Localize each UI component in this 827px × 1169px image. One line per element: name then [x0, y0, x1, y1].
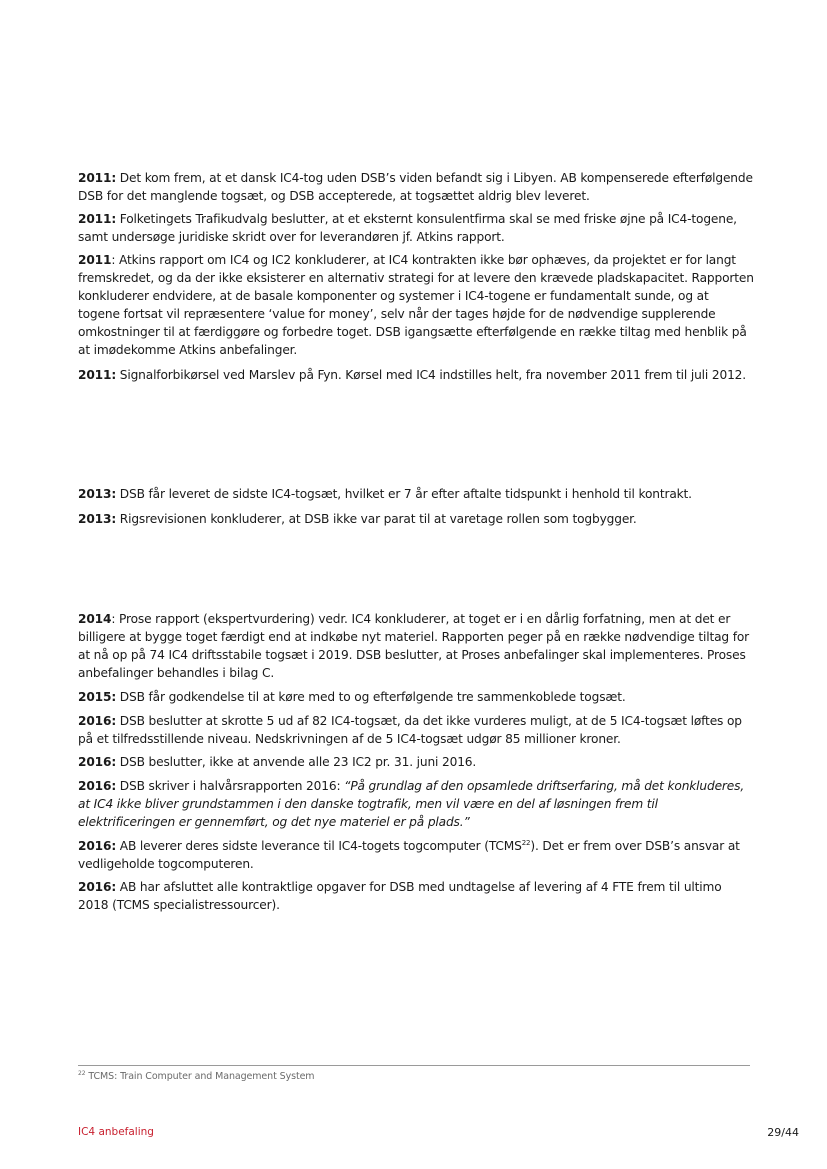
entry-2016-tcms: 2016: AB leverer deres sidste leverance til IC4-togets togcomputer (TCMS$^{22}$). Det er frem over DSB’s ansvar at vedligeholde togcomputeren.	[78, 838, 740, 871]
entry-2011-atkins: 2011: Atkins rapport om IC4 og IC2 konkluderer, at IC4 kontrakten ikke bør ophæves, da projektet er for langt fremskredet, og da der ikke eksisterer en alternativ strategi for at levere den krævede pladskapacitet. Rapporten konkluderer endvidere, at de basale komponenter og systemer i IC4-togene er fundamentalt sunde, og at togene fortsat vil repræsentere ‘value for money’, selv når der tages højde for de nødvendige supplerende omkostninger til at færdiggøre og forbedre toget. DSB igangsætte efterfølgende en række tiltag med henblik på at imødekomme Atkins anbefalinger.	[78, 253, 754, 357]
footnote: $^{22}$ TCMS: Train Computer and Management System	[78, 1069, 315, 1082]
footer-document-title: IC4 anbefaling	[78, 1126, 154, 1138]
entry-2016-halvaarsrapport: 2016: DSB skriver i halvårsrapporten 2016: “På grundlag af den opsamlede driftserfaring, må det konkluderes, at IC4 ikke bliver grundstammen i den danske togtrafik, men vil være en del af løsningen frem til elektrificeringen er gennemført, og det nye materiel er på plads.”	[78, 779, 745, 829]
footnote-ref[interactable]: 22	[521, 838, 531, 847]
entry-2016-scrap: 2016: DSB beslutter at skrotte 5 ud af 82 IC4-togsæt, da det ikke vurderes muligt, at de 5 IC4-togsæt løftes op på et tilfredsstillende niveau. Nedskrivningen af de 5 IC4-togsæt udgør 85 millioner kroner.	[78, 714, 742, 746]
entry-2011-marslev: 2011: Signalforbikørsel ved Marslev på Fyn. Kørsel med IC4 indstilles helt, fra november 2011 frem til juli 2012.	[78, 368, 746, 382]
entry-2011-trafikudvalg: 2011: Folketingets Trafikudvalg beslutter, at et eksternt konsulentfirma skal se med friske øjne på IC4-togene, samt undersøge juridiske skridt over for leverandøren jf. Atkins rapport.	[78, 212, 737, 244]
entry-2013-delivery: 2013: DSB får leveret de sidste IC4-togsæt, hvilket er 7 år efter aftalte tidspunkt i henhold til kontrakt.	[78, 487, 692, 501]
entry-2016-ic2: 2016: DSB beslutter, ikke at anvende alle 23 IC2 pr. 31. juni 2016.	[78, 755, 477, 769]
entry-2013-rigsrevisionen: 2013: Rigsrevisionen konkluderer, at DSB ikke var parat til at varetage rollen som togbygger.	[78, 512, 637, 526]
footer-page-number: 29/44	[767, 1126, 799, 1139]
entry-2016-contract: 2016: AB har afsluttet alle kontraktlige opgaver for DSB med undtagelse af levering af 4 FTE frem til ultimo 2018 (TCMS specialistressourcer).	[78, 880, 722, 912]
footnote-divider	[78, 1065, 750, 1066]
entry-2011-libya: 2011: Det kom frem, at et dansk IC4-tog uden DSB’s viden befandt sig i Libyen. AB kompenserede efterfølgende DSB for det manglende togsæt, og DSB accepterede, at togsættet aldrig blev leveret.	[78, 171, 753, 203]
entry-2015-approval: 2015: DSB får godkendelse til at køre med to og efterfølgende tre sammenkoblede togsæt.	[78, 690, 626, 704]
entry-2014-prose: 2014: Prose rapport (ekspertvurdering) vedr. IC4 konkluderer, at toget er i en dårlig forfatning, men at det er billigere at bygge toget færdigt end at indkøbe nyt materiel. Rapporten peger på en række nødvendige tiltag for at nå op på 74 IC4 driftsstabile togsæt i 2019. DSB beslutter, at Proses anbefalinger skal implementeres. Proses anbefalinger behandles i bilag C.	[78, 612, 750, 680]
